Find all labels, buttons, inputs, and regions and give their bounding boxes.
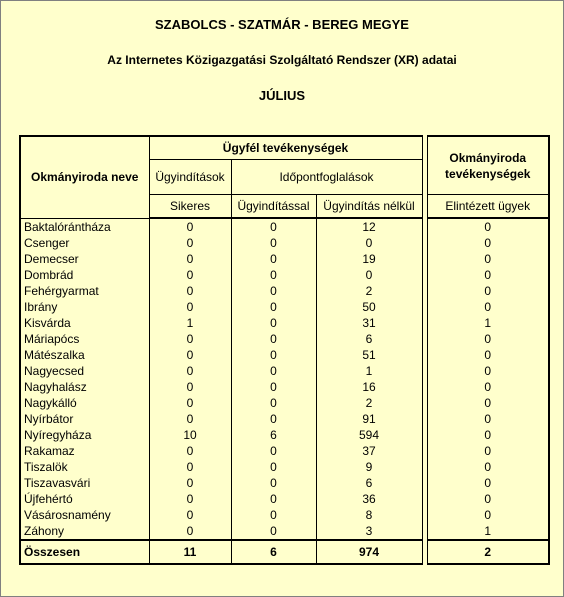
completed-cases-cell: 0 — [427, 267, 549, 283]
office-name-cell: Nyírbátor — [20, 411, 149, 427]
total-without-case: 974 — [316, 540, 422, 564]
completed-cases-cell: 0 — [427, 331, 549, 347]
successful-cell: 0 — [149, 331, 231, 347]
successful-cell: 10 — [149, 427, 231, 443]
header-without-case: Ügyindítás nélkül — [316, 195, 422, 219]
table-row — [20, 267, 549, 283]
without-case-cell: 0 — [316, 235, 422, 251]
office-name-cell: Záhony — [20, 523, 149, 540]
successful-cell: 0 — [149, 411, 231, 427]
month-title: JÚLIUS — [258, 88, 306, 103]
with-case-cell: 0 — [231, 218, 316, 235]
office-name-cell: Máriapócs — [20, 331, 149, 347]
completed-cases-cell: 0 — [427, 379, 549, 395]
without-case-cell: 36 — [316, 491, 422, 507]
report-subtitle: Az Internetes Közigazgatási Szolgáltató Rendszer (XR) adatai — [107, 53, 457, 67]
county-title: SZABOLCS - SZATMÁR - BEREG MEGYE — [155, 17, 409, 32]
successful-cell: 0 — [149, 235, 231, 251]
table-row — [20, 443, 549, 459]
with-case-cell: 0 — [231, 379, 316, 395]
total-completed-cases: 2 — [427, 540, 549, 564]
table-row — [20, 347, 549, 363]
completed-cases-cell: 0 — [427, 459, 549, 475]
office-name-cell: Vásárosnamény — [20, 507, 149, 523]
office-name-cell: Nagyhalász — [20, 379, 149, 395]
office-name-cell: Fehérgyarmat — [20, 283, 149, 299]
completed-cases-cell: 1 — [427, 315, 549, 331]
without-case-cell: 12 — [316, 218, 422, 235]
header-client-activities: Ügyfél tevékenységek — [149, 136, 422, 160]
completed-cases-cell: 0 — [427, 507, 549, 523]
table-row — [20, 491, 549, 507]
total-with-case: 6 — [231, 540, 316, 564]
table-row — [20, 395, 549, 411]
successful-cell: 0 — [149, 523, 231, 540]
table-row — [20, 299, 549, 315]
total-label: Összesen — [20, 540, 149, 564]
table-row — [20, 523, 549, 540]
table-body — [20, 218, 549, 540]
total-successful: 11 — [149, 540, 231, 564]
successful-cell: 0 — [149, 299, 231, 315]
office-name-cell: Rakamaz — [20, 443, 149, 459]
without-case-cell: 91 — [316, 411, 422, 427]
successful-cell: 0 — [149, 507, 231, 523]
office-name-cell: Nyíregyháza — [20, 427, 149, 443]
office-name-cell: Kisvárda — [20, 315, 149, 331]
office-name-cell: Dombrád — [20, 267, 149, 283]
table-row — [20, 363, 549, 379]
header-case-starts: Ügyindítások — [149, 160, 231, 195]
without-case-cell: 2 — [316, 395, 422, 411]
completed-cases-cell: 0 — [427, 251, 549, 267]
office-name-cell: Nagyecsed — [20, 363, 149, 379]
with-case-cell: 0 — [231, 475, 316, 491]
successful-cell: 0 — [149, 363, 231, 379]
table-row — [20, 379, 549, 395]
office-name-cell: Demecser — [20, 251, 149, 267]
successful-cell: 0 — [149, 379, 231, 395]
office-name-cell: Újfehértó — [20, 491, 149, 507]
successful-cell: 0 — [149, 283, 231, 299]
with-case-cell: 0 — [231, 251, 316, 267]
successful-cell: 0 — [149, 491, 231, 507]
completed-cases-cell: 0 — [427, 347, 549, 363]
successful-cell: 0 — [149, 443, 231, 459]
completed-cases-cell: 0 — [427, 491, 549, 507]
completed-cases-cell: 1 — [427, 523, 549, 540]
office-name-cell: Nagykálló — [20, 395, 149, 411]
completed-cases-cell: 0 — [427, 299, 549, 315]
header-successful: Sikeres — [149, 195, 231, 219]
with-case-cell: 0 — [231, 411, 316, 427]
without-case-cell: 6 — [316, 475, 422, 491]
successful-cell: 0 — [149, 347, 231, 363]
office-name-cell: Ibrány — [20, 299, 149, 315]
table-row — [20, 331, 549, 347]
with-case-cell: 0 — [231, 299, 316, 315]
table-row — [20, 411, 549, 427]
with-case-cell: 0 — [231, 235, 316, 251]
without-case-cell: 6 — [316, 331, 422, 347]
table-row — [20, 218, 549, 235]
successful-cell: 0 — [149, 459, 231, 475]
without-case-cell: 0 — [316, 267, 422, 283]
office-name-cell: Baktalórántháza — [20, 218, 149, 235]
completed-cases-cell: 0 — [427, 363, 549, 379]
successful-cell: 0 — [149, 218, 231, 235]
office-name-cell: Tiszavasvári — [20, 475, 149, 491]
with-case-cell: 0 — [231, 347, 316, 363]
with-case-cell: 0 — [231, 523, 316, 540]
header-with-case: Ügyindítással — [231, 195, 316, 219]
with-case-cell: 0 — [231, 395, 316, 411]
total-row — [20, 540, 549, 564]
header-office-activities: Okmányiroda tevékenységek — [427, 136, 549, 195]
statistics-table — [19, 135, 550, 565]
successful-cell: 0 — [149, 267, 231, 283]
table-row — [20, 251, 549, 267]
completed-cases-cell: 0 — [427, 443, 549, 459]
without-case-cell: 594 — [316, 427, 422, 443]
with-case-cell: 6 — [231, 427, 316, 443]
with-case-cell: 0 — [231, 363, 316, 379]
completed-cases-cell: 0 — [427, 411, 549, 427]
completed-cases-cell: 0 — [427, 475, 549, 491]
with-case-cell: 0 — [231, 315, 316, 331]
office-name-cell: Mátészalka — [20, 347, 149, 363]
without-case-cell: 31 — [316, 315, 422, 331]
table-row — [20, 427, 549, 443]
successful-cell: 1 — [149, 315, 231, 331]
completed-cases-cell: 0 — [427, 395, 549, 411]
completed-cases-cell: 0 — [427, 235, 549, 251]
with-case-cell: 0 — [231, 283, 316, 299]
table-row — [20, 459, 549, 475]
without-case-cell: 9 — [316, 459, 422, 475]
completed-cases-cell: 0 — [427, 218, 549, 235]
without-case-cell: 8 — [316, 507, 422, 523]
with-case-cell: 0 — [231, 267, 316, 283]
without-case-cell: 2 — [316, 283, 422, 299]
without-case-cell: 37 — [316, 443, 422, 459]
without-case-cell: 19 — [316, 251, 422, 267]
office-name-cell: Csenger — [20, 235, 149, 251]
with-case-cell: 0 — [231, 459, 316, 475]
without-case-cell: 16 — [316, 379, 422, 395]
header-office-name: Okmányiroda neve — [20, 136, 149, 218]
with-case-cell: 0 — [231, 331, 316, 347]
table-row — [20, 315, 549, 331]
completed-cases-cell: 0 — [427, 427, 549, 443]
header-completed-cases: Elintézett ügyek — [427, 195, 549, 219]
without-case-cell: 50 — [316, 299, 422, 315]
with-case-cell: 0 — [231, 491, 316, 507]
office-name-cell: Tiszalök — [20, 459, 149, 475]
table-row — [20, 283, 549, 299]
header-appointments: Időpontfoglalások — [231, 160, 422, 195]
completed-cases-cell: 0 — [427, 283, 549, 299]
without-case-cell: 51 — [316, 347, 422, 363]
successful-cell: 0 — [149, 475, 231, 491]
table-row — [20, 475, 549, 491]
without-case-cell: 3 — [316, 523, 422, 540]
with-case-cell: 0 — [231, 443, 316, 459]
successful-cell: 0 — [149, 251, 231, 267]
with-case-cell: 0 — [231, 507, 316, 523]
table-row — [20, 235, 549, 251]
without-case-cell: 1 — [316, 363, 422, 379]
successful-cell: 0 — [149, 395, 231, 411]
table-row — [20, 507, 549, 523]
